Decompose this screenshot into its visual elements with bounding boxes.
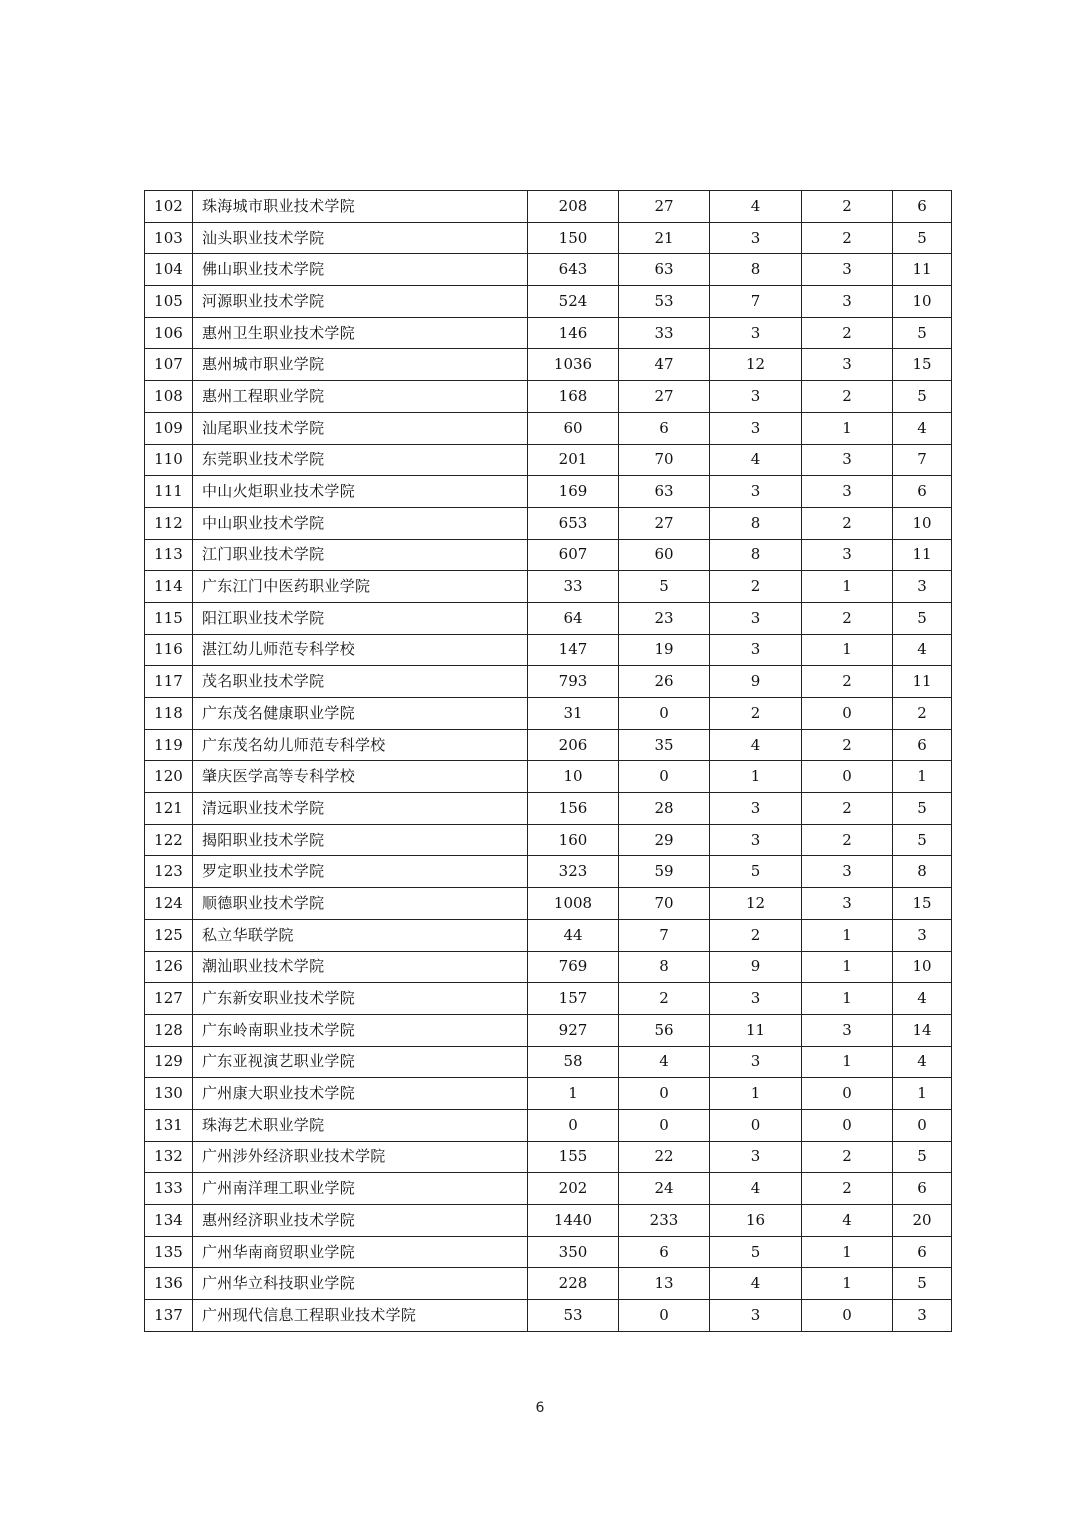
value-cell-4: 0 [802, 1300, 893, 1332]
value-cell-5: 10 [893, 286, 952, 318]
value-cell-4: 2 [802, 666, 893, 698]
value-cell-5: 3 [893, 1300, 952, 1332]
value-cell-4: 3 [802, 888, 893, 920]
value-cell-1: 643 [528, 254, 619, 286]
table-row [145, 1078, 952, 1110]
table-row [145, 1173, 952, 1205]
table-row [145, 1141, 952, 1173]
value-cell-4: 3 [802, 476, 893, 508]
value-cell-5: 3 [893, 571, 952, 603]
value-cell-2: 59 [619, 856, 710, 888]
institution-name-cell: 广东岭南职业技术学院 [193, 1014, 528, 1046]
value-cell-1: 653 [528, 507, 619, 539]
value-cell-2: 29 [619, 824, 710, 856]
value-cell-1: 64 [528, 602, 619, 634]
value-cell-3: 3 [710, 222, 802, 254]
value-cell-3: 16 [710, 1205, 802, 1237]
value-cell-2: 26 [619, 666, 710, 698]
row-index-cell: 121 [145, 793, 193, 825]
value-cell-4: 0 [802, 1109, 893, 1141]
row-index-cell: 115 [145, 602, 193, 634]
value-cell-2: 0 [619, 1078, 710, 1110]
table-row [145, 381, 952, 413]
table-row [145, 1268, 952, 1300]
value-cell-5: 0 [893, 1109, 952, 1141]
institution-name-cell: 清远职业技术学院 [193, 793, 528, 825]
row-index-cell: 104 [145, 254, 193, 286]
value-cell-5: 6 [893, 476, 952, 508]
value-cell-1: 150 [528, 222, 619, 254]
value-cell-3: 3 [710, 476, 802, 508]
row-index-cell: 129 [145, 1046, 193, 1078]
row-index-cell: 108 [145, 381, 193, 413]
value-cell-3: 4 [710, 191, 802, 223]
value-cell-5: 6 [893, 1236, 952, 1268]
row-index-cell: 113 [145, 539, 193, 571]
table-row [145, 539, 952, 571]
table-row [145, 951, 952, 983]
value-cell-3: 8 [710, 539, 802, 571]
value-cell-1: 769 [528, 951, 619, 983]
table-row [145, 476, 952, 508]
value-cell-3: 1 [710, 761, 802, 793]
value-cell-4: 2 [802, 1173, 893, 1205]
value-cell-3: 3 [710, 1300, 802, 1332]
row-index-cell: 126 [145, 951, 193, 983]
institution-name-cell: 河源职业技术学院 [193, 286, 528, 318]
value-cell-5: 6 [893, 191, 952, 223]
row-index-cell: 109 [145, 412, 193, 444]
value-cell-1: 60 [528, 412, 619, 444]
row-index-cell: 118 [145, 698, 193, 730]
institution-name-cell: 广州华南商贸职业学院 [193, 1236, 528, 1268]
value-cell-1: 1036 [528, 349, 619, 381]
value-cell-5: 4 [893, 412, 952, 444]
value-cell-5: 15 [893, 349, 952, 381]
value-cell-3: 3 [710, 317, 802, 349]
row-index-cell: 124 [145, 888, 193, 920]
table-body [145, 191, 952, 1332]
table-row [145, 1046, 952, 1078]
value-cell-3: 12 [710, 349, 802, 381]
value-cell-2: 47 [619, 349, 710, 381]
value-cell-2: 53 [619, 286, 710, 318]
value-cell-5: 5 [893, 1141, 952, 1173]
value-cell-4: 1 [802, 1236, 893, 1268]
value-cell-4: 3 [802, 444, 893, 476]
value-cell-1: 202 [528, 1173, 619, 1205]
value-cell-4: 0 [802, 1078, 893, 1110]
row-index-cell: 112 [145, 507, 193, 539]
value-cell-3: 3 [710, 793, 802, 825]
row-index-cell: 132 [145, 1141, 193, 1173]
value-cell-2: 35 [619, 729, 710, 761]
value-cell-3: 8 [710, 507, 802, 539]
value-cell-4: 2 [802, 824, 893, 856]
value-cell-3: 3 [710, 1141, 802, 1173]
institution-name-cell: 汕尾职业技术学院 [193, 412, 528, 444]
value-cell-5: 11 [893, 254, 952, 286]
institution-name-cell: 惠州工程职业学院 [193, 381, 528, 413]
institution-name-cell: 广东新安职业技术学院 [193, 983, 528, 1015]
value-cell-2: 233 [619, 1205, 710, 1237]
table-row [145, 793, 952, 825]
institution-name-cell: 顺德职业技术学院 [193, 888, 528, 920]
value-cell-3: 3 [710, 381, 802, 413]
table-row [145, 286, 952, 318]
value-cell-4: 3 [802, 1014, 893, 1046]
value-cell-2: 56 [619, 1014, 710, 1046]
value-cell-2: 27 [619, 381, 710, 413]
value-cell-4: 1 [802, 571, 893, 603]
value-cell-4: 2 [802, 793, 893, 825]
value-cell-5: 10 [893, 951, 952, 983]
value-cell-1: 1008 [528, 888, 619, 920]
row-index-cell: 105 [145, 286, 193, 318]
value-cell-1: 206 [528, 729, 619, 761]
value-cell-4: 2 [802, 191, 893, 223]
value-cell-5: 3 [893, 919, 952, 951]
value-cell-4: 0 [802, 761, 893, 793]
value-cell-5: 2 [893, 698, 952, 730]
value-cell-5: 5 [893, 824, 952, 856]
value-cell-3: 4 [710, 729, 802, 761]
value-cell-5: 8 [893, 856, 952, 888]
value-cell-5: 4 [893, 983, 952, 1015]
row-index-cell: 128 [145, 1014, 193, 1046]
value-cell-1: 58 [528, 1046, 619, 1078]
data-table [144, 190, 952, 1332]
table-row [145, 507, 952, 539]
value-cell-1: 44 [528, 919, 619, 951]
institution-name-cell: 广州华立科技职业学院 [193, 1268, 528, 1300]
institution-name-cell: 江门职业技术学院 [193, 539, 528, 571]
table-row [145, 856, 952, 888]
value-cell-2: 27 [619, 507, 710, 539]
value-cell-3: 2 [710, 571, 802, 603]
value-cell-3: 1 [710, 1078, 802, 1110]
value-cell-4: 1 [802, 1268, 893, 1300]
value-cell-4: 2 [802, 507, 893, 539]
row-index-cell: 134 [145, 1205, 193, 1237]
row-index-cell: 103 [145, 222, 193, 254]
value-cell-5: 10 [893, 507, 952, 539]
institution-name-cell: 私立华联学院 [193, 919, 528, 951]
value-cell-4: 2 [802, 1141, 893, 1173]
value-cell-1: 168 [528, 381, 619, 413]
value-cell-2: 0 [619, 1300, 710, 1332]
value-cell-2: 0 [619, 761, 710, 793]
table-row [145, 1205, 952, 1237]
value-cell-2: 2 [619, 983, 710, 1015]
table-row [145, 349, 952, 381]
value-cell-1: 350 [528, 1236, 619, 1268]
row-index-cell: 133 [145, 1173, 193, 1205]
value-cell-1: 1440 [528, 1205, 619, 1237]
value-cell-4: 1 [802, 919, 893, 951]
institution-name-cell: 广州涉外经济职业技术学院 [193, 1141, 528, 1173]
institution-name-cell: 广东茂名幼儿师范专科学校 [193, 729, 528, 761]
value-cell-4: 3 [802, 254, 893, 286]
value-cell-1: 208 [528, 191, 619, 223]
institution-name-cell: 珠海艺术职业学院 [193, 1109, 528, 1141]
value-cell-1: 927 [528, 1014, 619, 1046]
institution-name-cell: 茂名职业技术学院 [193, 666, 528, 698]
institution-name-cell: 广州现代信息工程职业技术学院 [193, 1300, 528, 1332]
row-index-cell: 122 [145, 824, 193, 856]
row-index-cell: 111 [145, 476, 193, 508]
value-cell-5: 15 [893, 888, 952, 920]
value-cell-4: 3 [802, 286, 893, 318]
value-cell-4: 2 [802, 317, 893, 349]
institution-name-cell: 东莞职业技术学院 [193, 444, 528, 476]
table-row [145, 571, 952, 603]
row-index-cell: 120 [145, 761, 193, 793]
value-cell-2: 7 [619, 919, 710, 951]
institution-name-cell: 广东亚视演艺职业学院 [193, 1046, 528, 1078]
institution-name-cell: 佛山职业技术学院 [193, 254, 528, 286]
table-row [145, 602, 952, 634]
institution-name-cell: 广州康大职业技术学院 [193, 1078, 528, 1110]
value-cell-3: 3 [710, 1046, 802, 1078]
table-row [145, 1109, 952, 1141]
institution-name-cell: 中山火炬职业技术学院 [193, 476, 528, 508]
row-index-cell: 130 [145, 1078, 193, 1110]
value-cell-5: 14 [893, 1014, 952, 1046]
institution-name-cell: 肇庆医学高等专科学校 [193, 761, 528, 793]
table-row [145, 1014, 952, 1046]
value-cell-5: 20 [893, 1205, 952, 1237]
value-cell-4: 1 [802, 1046, 893, 1078]
value-cell-3: 4 [710, 1268, 802, 1300]
institution-name-cell: 惠州卫生职业技术学院 [193, 317, 528, 349]
value-cell-2: 6 [619, 412, 710, 444]
row-index-cell: 107 [145, 349, 193, 381]
value-cell-2: 70 [619, 888, 710, 920]
value-cell-1: 323 [528, 856, 619, 888]
value-cell-2: 24 [619, 1173, 710, 1205]
table-row [145, 729, 952, 761]
table-row [145, 412, 952, 444]
value-cell-3: 3 [710, 634, 802, 666]
row-index-cell: 119 [145, 729, 193, 761]
value-cell-4: 1 [802, 983, 893, 1015]
table-row [145, 666, 952, 698]
value-cell-5: 4 [893, 634, 952, 666]
institution-name-cell: 广州南洋理工职业学院 [193, 1173, 528, 1205]
institution-name-cell: 潮汕职业技术学院 [193, 951, 528, 983]
value-cell-5: 1 [893, 1078, 952, 1110]
value-cell-1: 169 [528, 476, 619, 508]
value-cell-3: 2 [710, 919, 802, 951]
value-cell-3: 9 [710, 666, 802, 698]
value-cell-5: 5 [893, 317, 952, 349]
table-row [145, 919, 952, 951]
value-cell-1: 607 [528, 539, 619, 571]
value-cell-1: 33 [528, 571, 619, 603]
value-cell-4: 0 [802, 698, 893, 730]
value-cell-3: 12 [710, 888, 802, 920]
value-cell-2: 5 [619, 571, 710, 603]
row-index-cell: 127 [145, 983, 193, 1015]
value-cell-2: 63 [619, 476, 710, 508]
value-cell-3: 5 [710, 856, 802, 888]
table-row [145, 444, 952, 476]
value-cell-2: 60 [619, 539, 710, 571]
value-cell-4: 4 [802, 1205, 893, 1237]
value-cell-3: 3 [710, 983, 802, 1015]
value-cell-2: 13 [619, 1268, 710, 1300]
value-cell-1: 0 [528, 1109, 619, 1141]
row-index-cell: 106 [145, 317, 193, 349]
value-cell-2: 19 [619, 634, 710, 666]
value-cell-1: 146 [528, 317, 619, 349]
institution-name-cell: 珠海城市职业技术学院 [193, 191, 528, 223]
value-cell-4: 3 [802, 539, 893, 571]
value-cell-2: 22 [619, 1141, 710, 1173]
value-cell-2: 27 [619, 191, 710, 223]
value-cell-5: 4 [893, 1046, 952, 1078]
value-cell-1: 1 [528, 1078, 619, 1110]
institution-name-cell: 中山职业技术学院 [193, 507, 528, 539]
value-cell-3: 3 [710, 412, 802, 444]
value-cell-5: 5 [893, 222, 952, 254]
row-index-cell: 123 [145, 856, 193, 888]
value-cell-2: 23 [619, 602, 710, 634]
value-cell-2: 70 [619, 444, 710, 476]
value-cell-5: 5 [893, 602, 952, 634]
value-cell-2: 8 [619, 951, 710, 983]
value-cell-4: 1 [802, 951, 893, 983]
row-index-cell: 131 [145, 1109, 193, 1141]
value-cell-3: 9 [710, 951, 802, 983]
table-row [145, 254, 952, 286]
value-cell-3: 3 [710, 602, 802, 634]
value-cell-4: 2 [802, 381, 893, 413]
table-row [145, 191, 952, 223]
value-cell-5: 6 [893, 729, 952, 761]
page-number: 6 [535, 1400, 545, 1416]
value-cell-3: 3 [710, 824, 802, 856]
table-row [145, 824, 952, 856]
value-cell-4: 2 [802, 222, 893, 254]
value-cell-5: 1 [893, 761, 952, 793]
value-cell-2: 28 [619, 793, 710, 825]
institution-name-cell: 汕头职业技术学院 [193, 222, 528, 254]
row-index-cell: 135 [145, 1236, 193, 1268]
table-row [145, 222, 952, 254]
value-cell-1: 156 [528, 793, 619, 825]
row-index-cell: 110 [145, 444, 193, 476]
value-cell-2: 63 [619, 254, 710, 286]
value-cell-4: 2 [802, 602, 893, 634]
value-cell-3: 11 [710, 1014, 802, 1046]
value-cell-3: 8 [710, 254, 802, 286]
table-row [145, 634, 952, 666]
institution-name-cell: 惠州城市职业学院 [193, 349, 528, 381]
row-index-cell: 125 [145, 919, 193, 951]
row-index-cell: 102 [145, 191, 193, 223]
value-cell-5: 11 [893, 539, 952, 571]
row-index-cell: 114 [145, 571, 193, 603]
value-cell-2: 21 [619, 222, 710, 254]
value-cell-5: 5 [893, 1268, 952, 1300]
row-index-cell: 117 [145, 666, 193, 698]
value-cell-4: 1 [802, 634, 893, 666]
table-row [145, 698, 952, 730]
table-row [145, 983, 952, 1015]
value-cell-3: 4 [710, 444, 802, 476]
value-cell-2: 6 [619, 1236, 710, 1268]
table-row [145, 888, 952, 920]
institution-name-cell: 广东茂名健康职业学院 [193, 698, 528, 730]
row-index-cell: 137 [145, 1300, 193, 1332]
value-cell-4: 3 [802, 349, 893, 381]
value-cell-5: 7 [893, 444, 952, 476]
table-row [145, 317, 952, 349]
institution-name-cell: 广东江门中医药职业学院 [193, 571, 528, 603]
value-cell-1: 793 [528, 666, 619, 698]
value-cell-2: 0 [619, 698, 710, 730]
value-cell-5: 5 [893, 381, 952, 413]
value-cell-1: 201 [528, 444, 619, 476]
table-row [145, 761, 952, 793]
value-cell-1: 155 [528, 1141, 619, 1173]
value-cell-3: 7 [710, 286, 802, 318]
institution-name-cell: 惠州经济职业技术学院 [193, 1205, 528, 1237]
value-cell-1: 228 [528, 1268, 619, 1300]
value-cell-4: 1 [802, 412, 893, 444]
table-row [145, 1236, 952, 1268]
value-cell-1: 157 [528, 983, 619, 1015]
value-cell-3: 5 [710, 1236, 802, 1268]
value-cell-1: 147 [528, 634, 619, 666]
institution-name-cell: 湛江幼儿师范专科学校 [193, 634, 528, 666]
value-cell-5: 11 [893, 666, 952, 698]
value-cell-2: 33 [619, 317, 710, 349]
value-cell-5: 5 [893, 793, 952, 825]
row-index-cell: 136 [145, 1268, 193, 1300]
value-cell-3: 0 [710, 1109, 802, 1141]
value-cell-2: 4 [619, 1046, 710, 1078]
institution-name-cell: 揭阳职业技术学院 [193, 824, 528, 856]
institution-name-cell: 阳江职业技术学院 [193, 602, 528, 634]
table-row [145, 1300, 952, 1332]
value-cell-2: 0 [619, 1109, 710, 1141]
row-index-cell: 116 [145, 634, 193, 666]
value-cell-5: 6 [893, 1173, 952, 1205]
value-cell-1: 53 [528, 1300, 619, 1332]
value-cell-3: 4 [710, 1173, 802, 1205]
value-cell-3: 2 [710, 698, 802, 730]
value-cell-1: 10 [528, 761, 619, 793]
value-cell-4: 2 [802, 729, 893, 761]
institution-name-cell: 罗定职业技术学院 [193, 856, 528, 888]
value-cell-1: 160 [528, 824, 619, 856]
value-cell-1: 31 [528, 698, 619, 730]
value-cell-4: 3 [802, 856, 893, 888]
value-cell-1: 524 [528, 286, 619, 318]
